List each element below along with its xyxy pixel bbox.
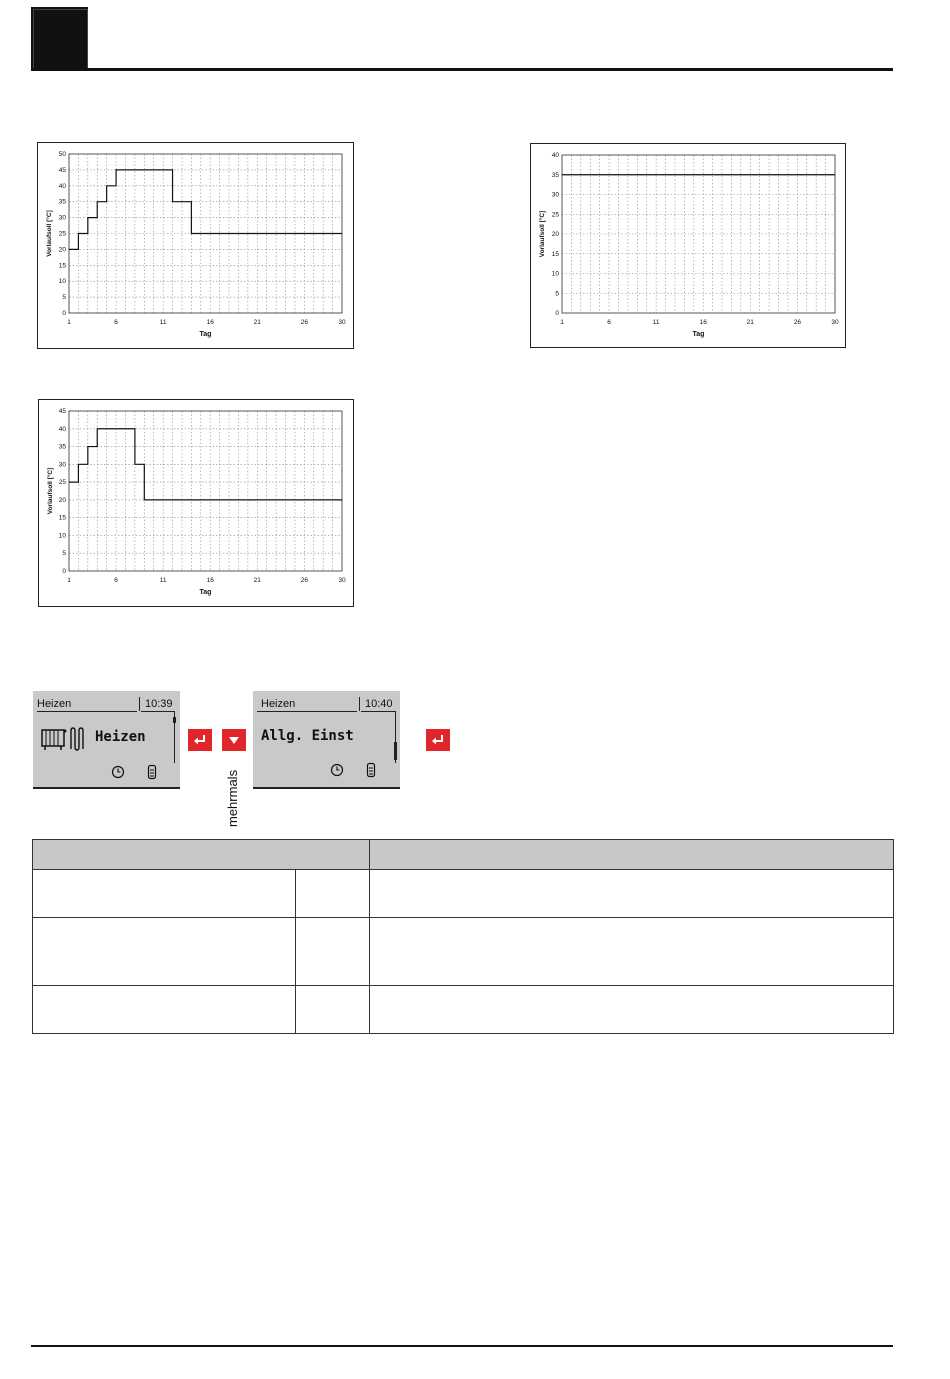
x-tick-label: 11 bbox=[159, 319, 167, 326]
table-cell bbox=[370, 918, 894, 986]
display-allg-einst bbox=[253, 691, 400, 789]
table-cell bbox=[370, 986, 894, 1034]
table-header-cell bbox=[33, 840, 370, 870]
chart-1 bbox=[37, 142, 354, 349]
x-tick-label: 11 bbox=[159, 577, 167, 584]
display-title-rule bbox=[257, 711, 357, 712]
y-tick-label: 45 bbox=[58, 166, 66, 174]
display-title-rule bbox=[37, 711, 137, 712]
chart-2 bbox=[530, 143, 846, 348]
y-tick-label: 10 bbox=[58, 532, 66, 540]
chart-3 bbox=[38, 399, 354, 607]
y-tick-label: 5 bbox=[62, 550, 66, 558]
y-tick-label: 35 bbox=[551, 171, 559, 179]
y-tick-label: 15 bbox=[551, 250, 559, 258]
display-menu-entry: Heizen bbox=[95, 729, 146, 745]
x-tick-label: 6 bbox=[607, 319, 611, 326]
footer-rule bbox=[31, 1345, 893, 1347]
y-tick-label: 25 bbox=[58, 479, 66, 487]
clock-icon bbox=[111, 765, 125, 779]
y-tick-label: 0 bbox=[62, 568, 66, 575]
x-tick-label: 1 bbox=[67, 577, 71, 584]
x-tick-label: 21 bbox=[253, 577, 261, 584]
y-tick-label: 5 bbox=[62, 294, 66, 302]
y-tick-label: 50 bbox=[58, 151, 66, 158]
y-tick-label: 30 bbox=[58, 461, 66, 469]
y-tick-label: 30 bbox=[58, 214, 66, 222]
enter-key-icon bbox=[426, 729, 450, 751]
x-tick-label: 26 bbox=[300, 577, 308, 584]
y-tick-label: 20 bbox=[58, 246, 66, 254]
y-tick-label: 35 bbox=[58, 198, 66, 206]
x-tick-label: 16 bbox=[699, 319, 707, 326]
display-time-rule bbox=[141, 711, 175, 712]
x-tick-label: 26 bbox=[300, 319, 308, 326]
header-rule bbox=[31, 68, 893, 71]
x-tick-label: 26 bbox=[793, 319, 801, 326]
table-cell bbox=[370, 870, 894, 918]
chart-3-svg bbox=[39, 400, 353, 606]
x-tick-label: 30 bbox=[338, 319, 346, 326]
table-row bbox=[33, 870, 894, 918]
display-title: Heizen bbox=[37, 698, 72, 710]
x-tick-label: 21 bbox=[253, 319, 261, 326]
x-tick-label: 21 bbox=[746, 319, 754, 326]
x-tick-label: 30 bbox=[338, 577, 346, 584]
y-tick-label: 10 bbox=[58, 278, 66, 286]
display-heizen bbox=[33, 691, 180, 789]
parameter-table bbox=[32, 839, 894, 1034]
chart-2-svg bbox=[531, 144, 845, 347]
clock-icon bbox=[330, 763, 344, 777]
y-axis-label: Vorlaufsoll [°C] bbox=[47, 467, 54, 515]
y-tick-label: 5 bbox=[555, 290, 559, 298]
x-axis-label: Tag bbox=[692, 331, 705, 338]
table-header-cell bbox=[370, 840, 894, 870]
repeat-note: mehrmals bbox=[225, 769, 240, 827]
x-tick-label: 1 bbox=[67, 319, 71, 326]
display-menu-entry: Allg. Einst bbox=[261, 728, 354, 744]
chart-1-svg bbox=[38, 143, 353, 348]
x-tick-label: 11 bbox=[652, 319, 660, 326]
table-row bbox=[33, 986, 894, 1034]
table-cell bbox=[33, 918, 296, 986]
enter-key-icon bbox=[188, 729, 212, 751]
enter-key[interactable] bbox=[188, 729, 212, 751]
boiler-icon bbox=[366, 762, 376, 778]
y-tick-label: 15 bbox=[58, 262, 66, 270]
x-tick-label: 16 bbox=[206, 319, 214, 326]
y-tick-label: 20 bbox=[58, 496, 66, 504]
x-tick-label: 1 bbox=[560, 319, 564, 326]
enter-key-2[interactable] bbox=[426, 729, 450, 751]
x-tick-label: 6 bbox=[114, 319, 118, 326]
y-axis-label: Vorlaufsoll [°C] bbox=[539, 210, 546, 258]
display-time-separator bbox=[359, 697, 360, 711]
scrollbar-thumb bbox=[173, 717, 176, 723]
x-axis-label: Tag bbox=[199, 589, 212, 596]
table-cell bbox=[296, 986, 370, 1034]
display-title: Heizen bbox=[261, 698, 296, 710]
y-tick-label: 25 bbox=[551, 211, 559, 219]
display-time: 10:39 bbox=[145, 698, 173, 710]
display-time: 10:40 bbox=[365, 698, 393, 710]
table-header-row bbox=[33, 840, 894, 870]
y-tick-label: 40 bbox=[551, 152, 559, 159]
table-cell bbox=[296, 918, 370, 986]
down-arrow-icon bbox=[222, 729, 246, 751]
table-cell bbox=[296, 870, 370, 918]
table-cell bbox=[33, 870, 296, 918]
y-tick-label: 10 bbox=[551, 270, 559, 278]
table-row bbox=[33, 918, 894, 986]
x-tick-label: 16 bbox=[206, 577, 214, 584]
chapter-tab-block bbox=[31, 7, 88, 70]
x-axis-label: Tag bbox=[199, 331, 212, 338]
y-axis-label: Vorlaufsoll [°C] bbox=[46, 210, 53, 257]
display-time-separator bbox=[139, 697, 140, 711]
x-tick-label: 30 bbox=[831, 319, 839, 326]
y-tick-label: 25 bbox=[58, 230, 66, 238]
floor-heating-icon bbox=[69, 727, 87, 751]
table-cell bbox=[33, 986, 296, 1034]
y-tick-label: 35 bbox=[58, 443, 66, 451]
y-tick-label: 40 bbox=[58, 182, 66, 190]
y-tick-label: 20 bbox=[551, 231, 559, 238]
down-key[interactable] bbox=[222, 729, 246, 751]
y-tick-label: 45 bbox=[58, 408, 66, 415]
y-tick-label: 30 bbox=[551, 191, 559, 199]
boiler-icon bbox=[147, 764, 157, 780]
radiator-icon bbox=[41, 727, 67, 751]
scrollbar-thumb bbox=[394, 742, 397, 760]
y-tick-label: 15 bbox=[58, 514, 66, 522]
series-line bbox=[69, 170, 342, 250]
y-tick-label: 0 bbox=[62, 310, 66, 317]
x-tick-label: 6 bbox=[114, 577, 118, 584]
y-tick-label: 0 bbox=[555, 310, 559, 317]
plot-area bbox=[69, 411, 342, 571]
y-tick-label: 40 bbox=[58, 425, 66, 433]
display-time-rule bbox=[361, 711, 395, 712]
